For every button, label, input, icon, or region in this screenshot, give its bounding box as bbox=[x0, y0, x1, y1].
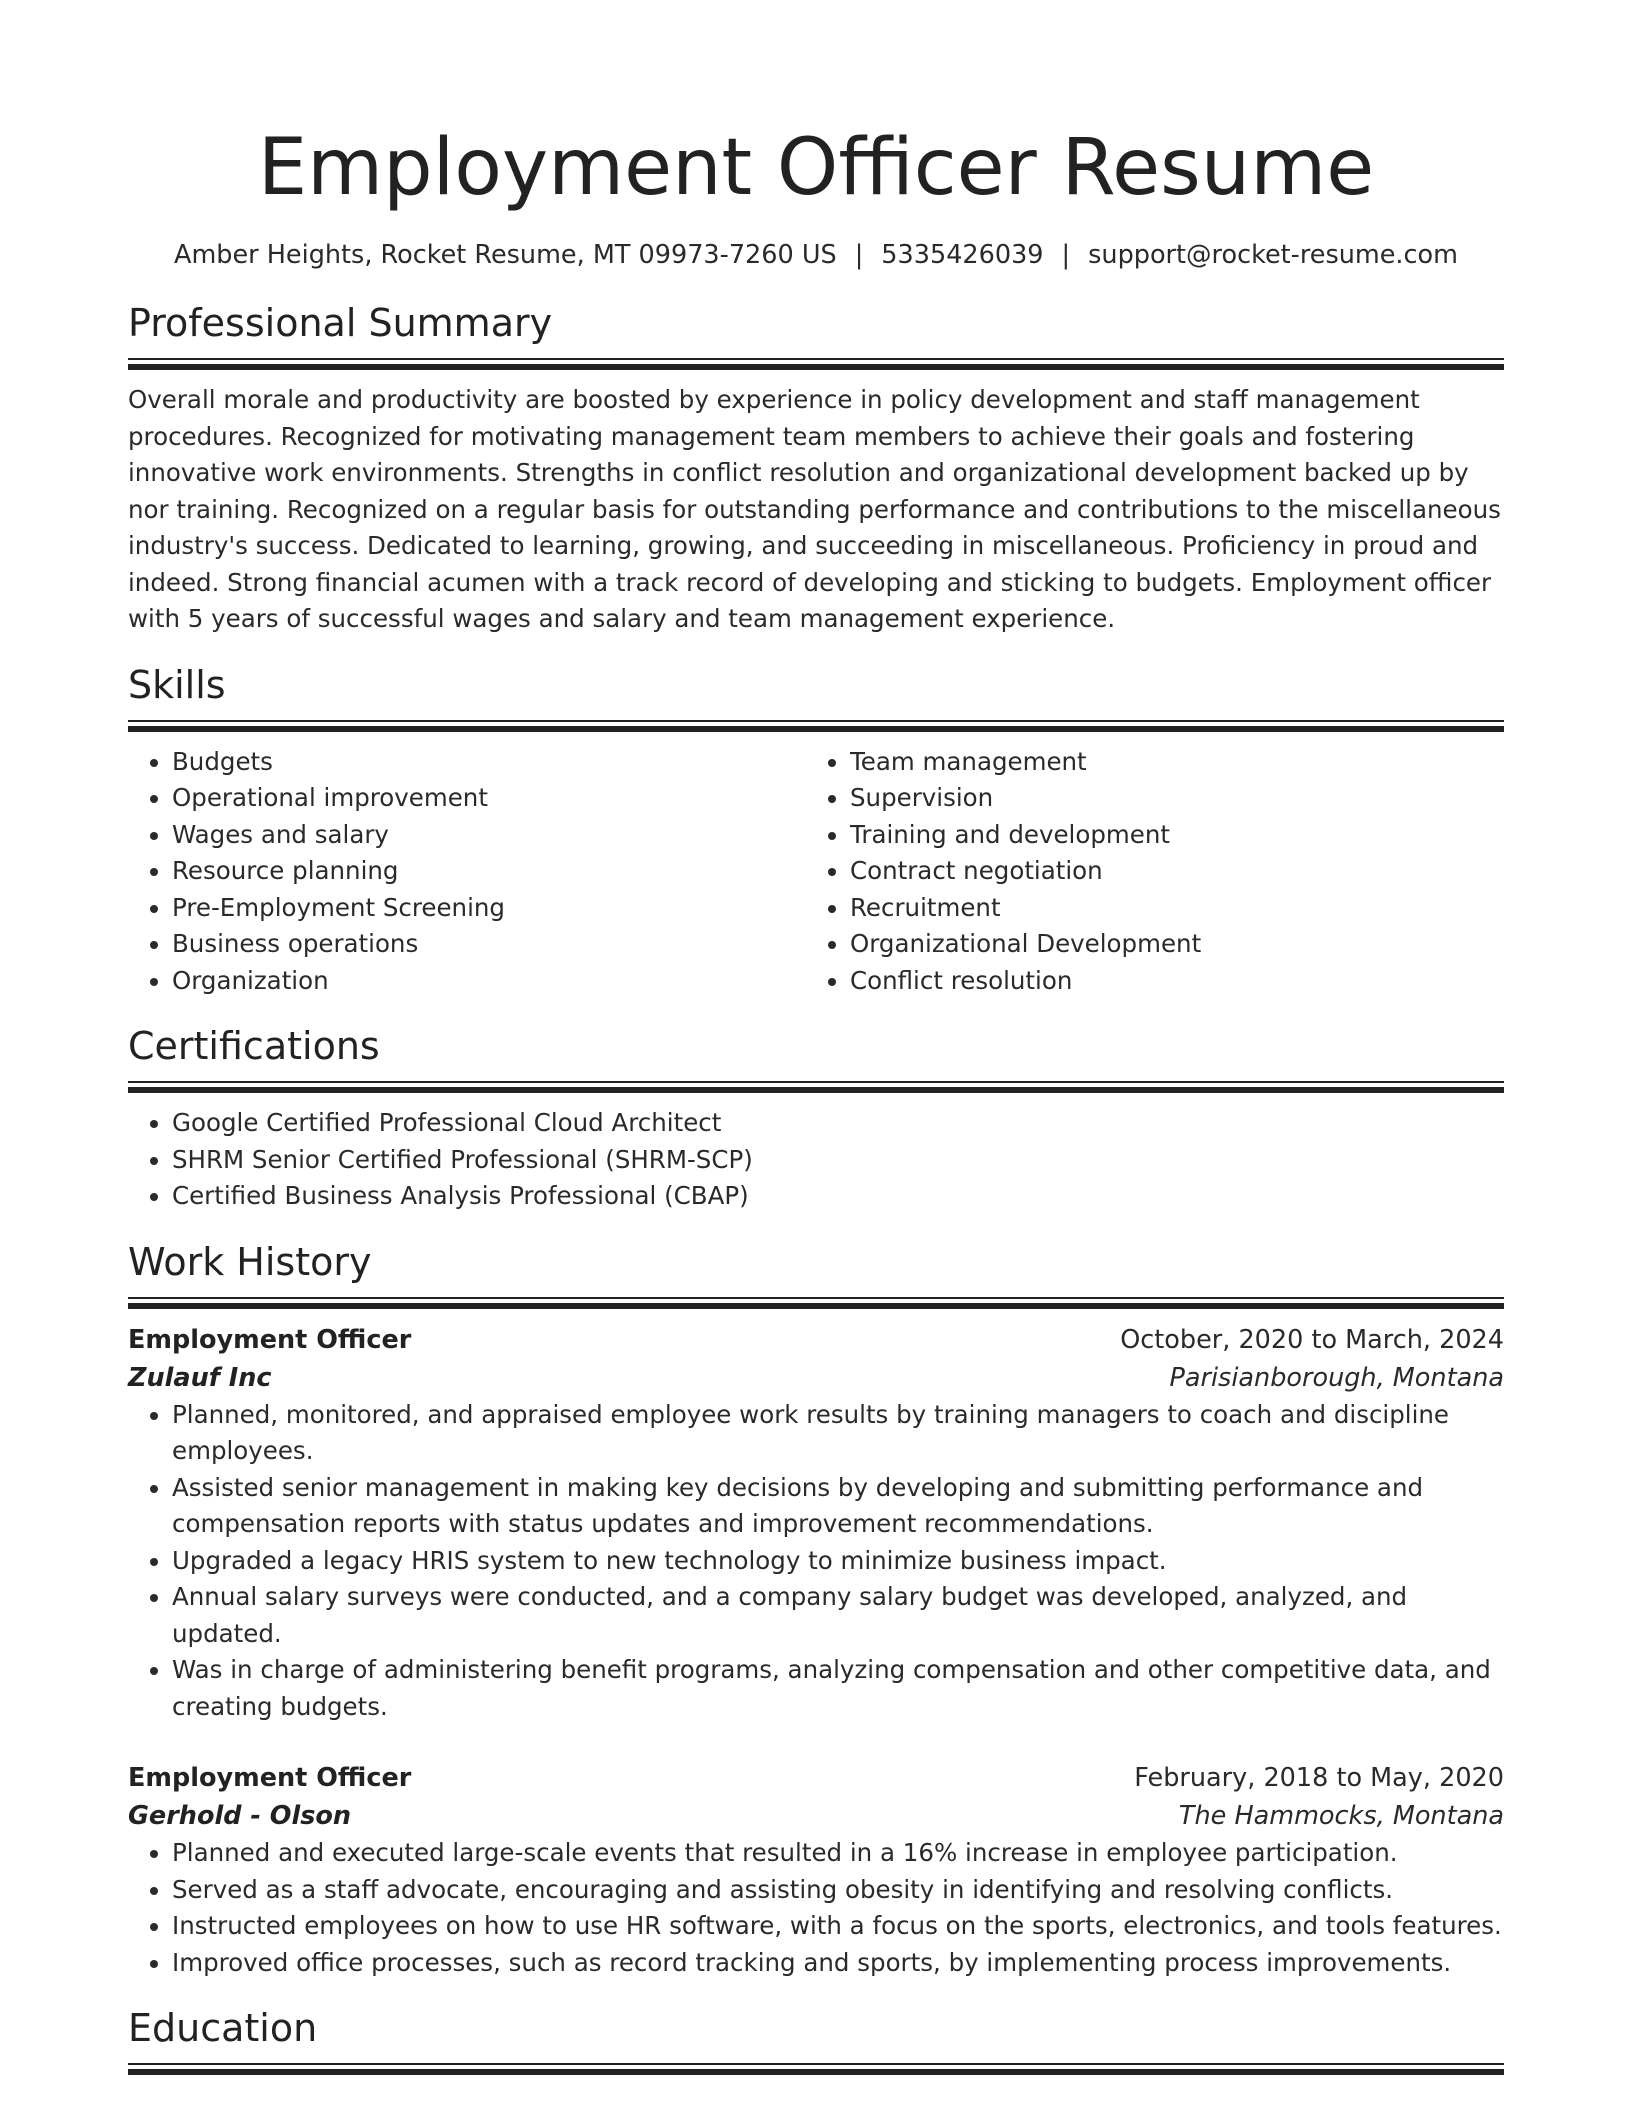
job-company: Gerhold - Olson bbox=[128, 1801, 352, 1831]
section-divider bbox=[128, 358, 1504, 370]
skills-column-right bbox=[806, 744, 1484, 1000]
work-history-heading: Work History bbox=[128, 1239, 372, 1284]
certifications-list bbox=[128, 1105, 1504, 1215]
job-location: Parisianborough, Montana bbox=[1169, 1362, 1504, 1393]
skill-item: • Pre-Employment Screening bbox=[172, 890, 806, 927]
skills-list-right bbox=[806, 744, 1484, 1000]
skill-item: • Resource planning bbox=[172, 853, 806, 890]
education-section bbox=[128, 2005, 1504, 2075]
skill-item: • Wages and salary bbox=[172, 817, 806, 854]
skill-item: • Recruitment bbox=[850, 890, 1484, 927]
skills-grid bbox=[128, 744, 1504, 1000]
job-bullet: • Assisted senior management in making key decisions by developing and submitting performance and compensation reports with status updates and improvement recommendations. bbox=[172, 1470, 1504, 1543]
summary-text: Overall morale and productivity are boosted by experience in policy development and staff management procedures. Recognized for motivating management team members to achieve their goals and fostering innovative work environments. Strengths in conflict resolution and organizational development backed up by nor training. Recognized on a regular basis for outstanding performance and contributions to the miscellaneous industry's success. Dedicated to learning, growing, and succeeding in miscellaneous. Proficiency in proud and indeed. Strong financial acumen with a track record of developing and sticking to budgets. Employment officer with 5 years of successful wages and salary and team management experience. bbox=[128, 385, 1501, 633]
skill-item: • Contract negotiation bbox=[850, 853, 1484, 890]
certification-item: • Certified Business Analysis Professional (CBAP) bbox=[172, 1178, 1504, 1215]
resume-title: Employment Officer Resume bbox=[257, 123, 1375, 213]
job-bullet: • Instructed employees on how to use HR software, with a focus on the sports, electronics, and tools features. bbox=[172, 1908, 1504, 1945]
job-entry bbox=[128, 1759, 1504, 1981]
job-subheader bbox=[128, 1359, 1504, 1397]
job-dates: February, 2018 to May, 2020 bbox=[1134, 1763, 1504, 1793]
summary-section bbox=[128, 300, 1504, 638]
job-title: Employment Officer bbox=[128, 1324, 412, 1355]
contact-address: Amber Heights, Rocket Resume, MT 09973-7260 US bbox=[174, 240, 837, 270]
skills-list-left bbox=[128, 744, 806, 1000]
skill-item: • Team management bbox=[850, 744, 1484, 781]
skill-item: • Organization bbox=[172, 963, 806, 1000]
job-header bbox=[128, 1321, 1504, 1359]
skill-item: • Budgets bbox=[172, 744, 806, 781]
section-divider bbox=[128, 1081, 1504, 1093]
skills-heading: Skills bbox=[128, 662, 226, 707]
skills-section bbox=[128, 662, 1504, 1000]
contact-separator: | bbox=[1061, 240, 1071, 270]
contact-line bbox=[128, 238, 1504, 272]
job-bullet: • Annual salary surveys were conducted, and a company salary budget was developed, analyzed, and updated. bbox=[172, 1579, 1504, 1652]
job-entry bbox=[128, 1321, 1504, 1726]
skill-item: • Organizational Development bbox=[850, 926, 1484, 963]
certification-item: • Google Certified Professional Cloud Architect bbox=[172, 1105, 1504, 1142]
job-header bbox=[128, 1759, 1504, 1797]
certifications-heading: Certifications bbox=[128, 1024, 380, 1068]
section-divider bbox=[128, 2063, 1504, 2075]
job-title: Employment Officer bbox=[128, 1763, 412, 1793]
skill-item: • Conflict resolution bbox=[850, 963, 1484, 1000]
certifications-section bbox=[128, 1023, 1504, 1215]
job-bullet: • Served as a staff advocate, encouraging and assisting obesity in identifying and resolving conflicts. bbox=[172, 1872, 1504, 1909]
work-history-section bbox=[128, 1239, 1504, 1982]
skill-item: • Business operations bbox=[172, 926, 806, 963]
job-company: Zulauf Inc bbox=[128, 1362, 272, 1393]
skill-item: • Operational improvement bbox=[172, 780, 806, 817]
contact-phone: 5335426039 bbox=[881, 240, 1044, 270]
certification-item: • SHRM Senior Certified Professional (SHRM-SCP) bbox=[172, 1142, 1504, 1179]
section-divider bbox=[128, 1297, 1504, 1309]
job-bullet: • Improved office processes, such as record tracking and sports, by implementing process improvements. bbox=[172, 1945, 1504, 1982]
skill-item: • Training and development bbox=[850, 817, 1484, 854]
job-bullet: • Was in charge of administering benefit programs, analyzing compensation and other competitive data, and creating budgets. bbox=[172, 1652, 1504, 1725]
contact-email: support@rocket-resume.com bbox=[1088, 240, 1458, 270]
skills-column-left bbox=[128, 744, 806, 1000]
job-dates: October, 2020 to March, 2024 bbox=[1120, 1324, 1504, 1355]
contact-separator: | bbox=[854, 240, 864, 270]
job-bullet-list bbox=[128, 1397, 1504, 1726]
education-heading: Education bbox=[128, 2006, 318, 2050]
job-bullet-list bbox=[128, 1835, 1504, 1981]
job-location: The Hammocks, Montana bbox=[1178, 1801, 1504, 1831]
job-bullet: • Planned, monitored, and appraised employee work results by training managers to coach and discipline employees. bbox=[172, 1397, 1504, 1470]
job-bullet: • Upgraded a legacy HRIS system to new technology to minimize business impact. bbox=[172, 1543, 1504, 1580]
skill-item: • Supervision bbox=[850, 780, 1484, 817]
job-subheader bbox=[128, 1797, 1504, 1835]
job-bullet: • Planned and executed large-scale events that resulted in a 16% increase in employee participation. bbox=[172, 1835, 1504, 1872]
section-divider bbox=[128, 720, 1504, 732]
summary-heading: Professional Summary bbox=[128, 301, 553, 345]
